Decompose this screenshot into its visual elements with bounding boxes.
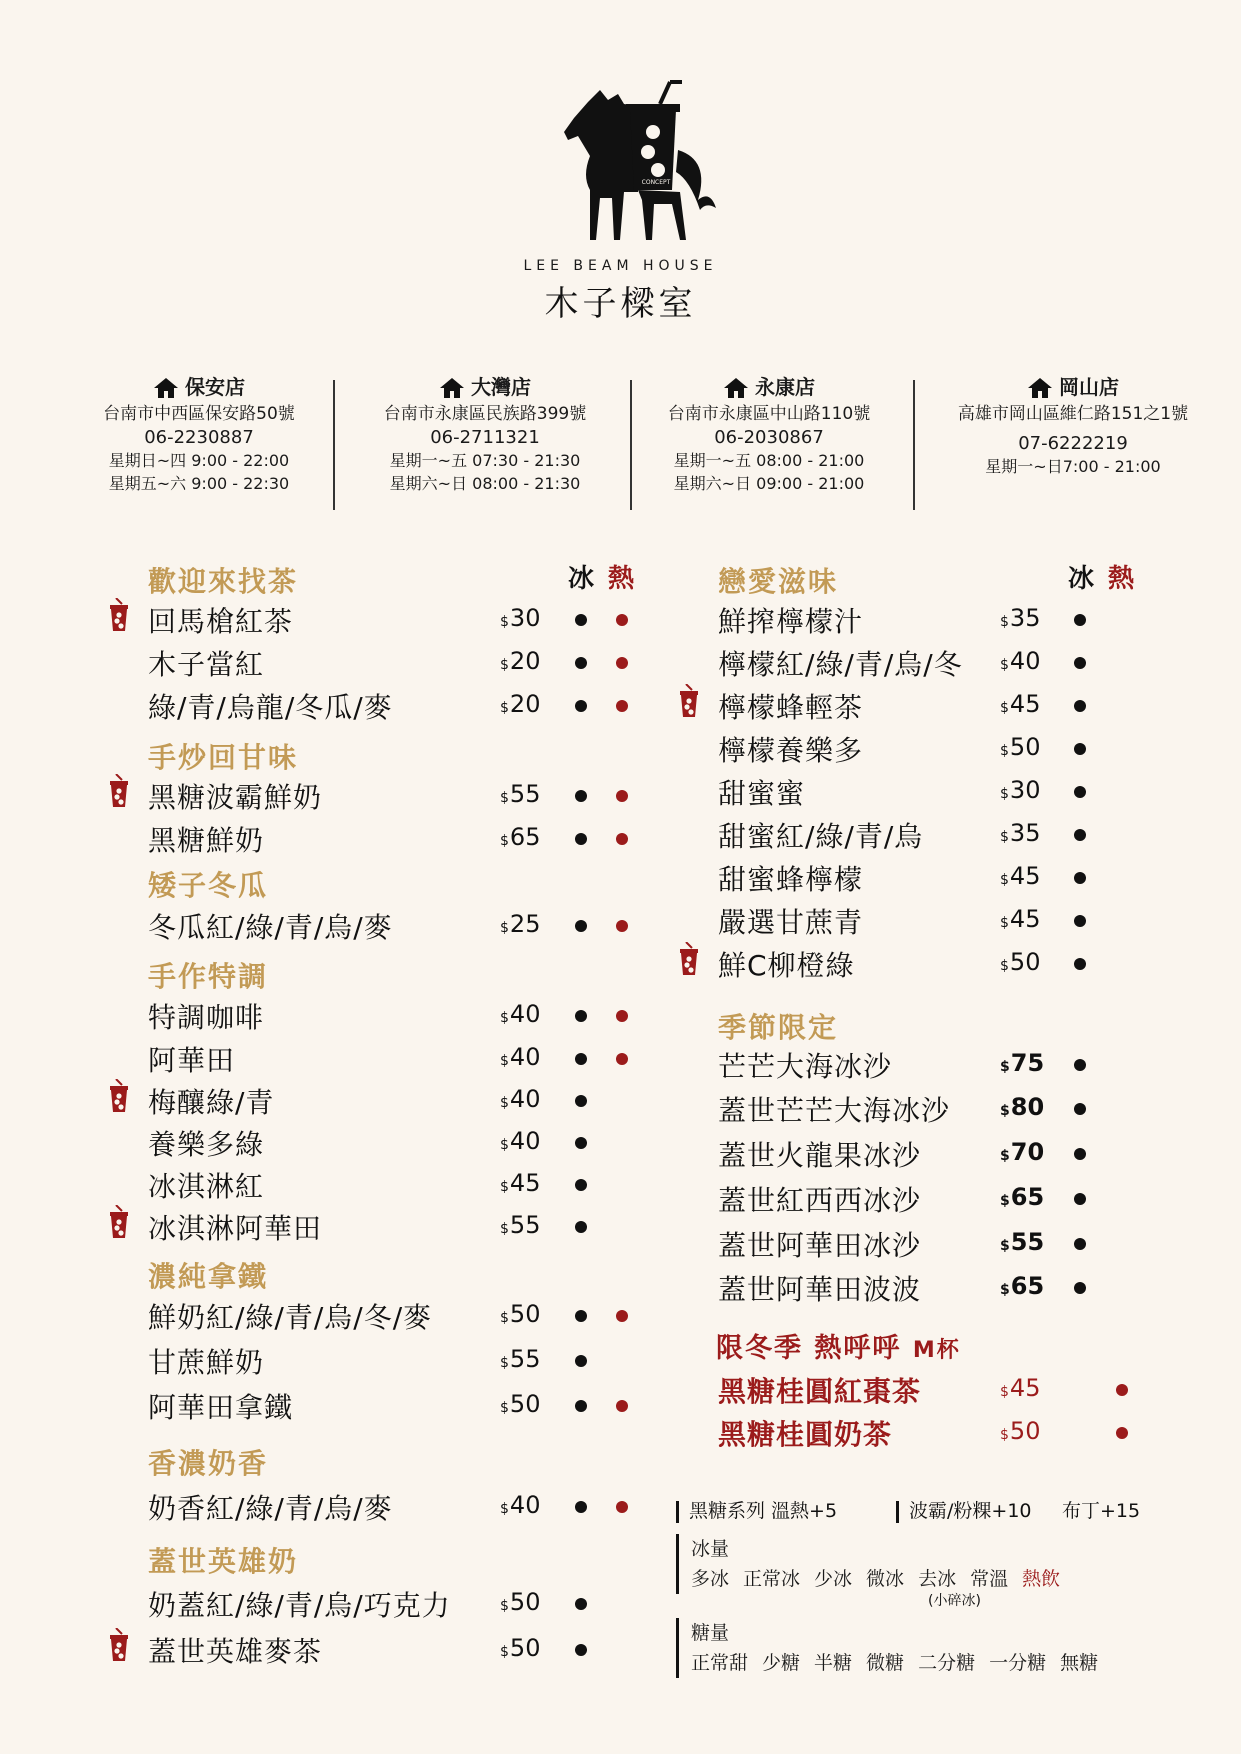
ice-available-dot [1074,1103,1086,1115]
menu-item-name: 阿華田拿鐵 [148,1391,294,1424]
price-value: 40 [509,1000,541,1028]
hot-available-dot [1116,1384,1128,1396]
currency-symbol: $ [1000,1282,1010,1298]
store-baoan [66,376,332,495]
store-phone: 06-2711321 [430,427,540,448]
menu-item-price [1000,819,1040,847]
menu-item-name: 奶蓋紅/綠/青/烏/巧克力 [148,1589,451,1622]
menu-item-name: 黑糖鮮奶 [148,824,265,857]
menu-item-price [1000,1093,1044,1121]
sugar-level-options [691,1648,1112,1678]
currency-symbol: $ [1000,1059,1010,1075]
menu-item-name: 檸檬蜂輕茶 [718,691,864,724]
menu-item-name: 回馬槍紅茶 [148,605,294,638]
menu-item-price [500,1345,540,1373]
currency-symbol: $ [500,1501,509,1517]
menu-item-name: 養樂多綠 [148,1128,265,1161]
menu-item-name: 鮮搾檸檬汁 [718,605,864,638]
home-icon [153,377,179,399]
ice-available-dot [575,1501,587,1513]
menu-item-name: 阿華田 [148,1044,236,1077]
currency-symbol: $ [500,1355,509,1371]
price-value: 20 [509,647,541,675]
currency-symbol: $ [500,1179,509,1195]
menu-item-name: 黑糖桂圓紅棗茶 [718,1375,922,1408]
sugar-level-title: 糖量 [691,1622,730,1644]
currency-symbol: $ [1000,614,1009,630]
menu-item-name: 蓋世阿華田波波 [718,1273,922,1306]
ice-available-dot [575,1053,587,1065]
currency-symbol: $ [1000,657,1009,673]
store-hours: 星期一~日7:00 - 21:00 [985,457,1161,476]
sugar-option: 微糖 [866,1652,905,1674]
menu-item-name: 黑糖桂圓奶茶 [718,1418,893,1451]
ice-available-dot [575,833,587,845]
home-icon [723,377,749,399]
menu-item-price [1000,776,1040,804]
column-header-left [568,558,634,595]
ice-available-dot [575,1310,587,1322]
currency-symbol: $ [500,1310,509,1326]
price-value: 45 [1009,1374,1041,1402]
store-phone: 07-6222219 [1018,433,1128,454]
ice-option: 常溫 [970,1568,1009,1590]
hot-available-dot [616,1501,628,1513]
currency-symbol: $ [500,614,509,630]
menu-item-name: 黑糖波霸鮮奶 [148,781,323,814]
menu-item-price [500,823,540,851]
menu-item-name: 甜蜜蜂檸檬 [718,863,864,896]
currency-symbol: $ [500,1095,509,1111]
menu-item-name: 鮮C柳橙綠 [718,949,855,982]
price-value: 50 [1009,733,1041,761]
hot-available-dot [616,614,628,626]
store-hours: 星期日~四 9:00 - 22:00 [108,451,290,470]
sugar-level-box [676,1618,1112,1678]
category-heading: 蓋世英雄奶 [148,1545,299,1578]
price-value: 40 [509,1127,541,1155]
store-name: 岡山店 [1059,375,1119,399]
brand-name-chinese: 木子樑室 [544,284,697,324]
hot-available-dot [616,1010,628,1022]
recommended-cup-icon [678,942,700,976]
menu-item-name: 蓋世芒芒大海冰沙 [718,1094,951,1127]
menu-item-price [1000,1138,1044,1166]
divider [913,380,915,510]
ice-available-dot [1074,829,1086,841]
store-name: 永康店 [755,375,815,399]
ice-available-dot [575,1221,587,1233]
ice-available-dot [575,1355,587,1367]
menu-item-price [1000,604,1040,632]
ice-available-dot [1074,1193,1086,1205]
price-value: 40 [509,1491,541,1519]
price-value: 45 [1009,905,1041,933]
ice-available-dot [1074,915,1086,927]
currency-symbol: $ [1000,1103,1010,1119]
ice-available-dot [575,614,587,626]
currency-symbol: $ [1000,829,1009,845]
ice-available-dot [1074,1148,1086,1160]
menu-item-price [500,910,540,938]
ice-option: 微冰 [866,1568,905,1590]
ice-available-dot [1074,872,1086,884]
menu-item-price [1000,690,1040,718]
menu-item-price [1000,733,1040,761]
store-address: 高雄市岡山區維仁路151之1號 [957,404,1189,424]
menu-item-name: 蓋世英雄麥茶 [148,1635,323,1668]
ice-level-title: 冰量 [691,1538,730,1560]
menu-item-name: 奶香紅/綠/青/烏/麥 [148,1492,393,1525]
divider [630,380,632,510]
sugar-option: 一分糖 [989,1652,1047,1674]
price-value: 65 [1010,1272,1045,1300]
currency-symbol: $ [1000,1427,1009,1443]
currency-symbol: $ [1000,1238,1010,1254]
hot-available-dot [1116,1427,1128,1439]
hot-available-dot [616,1310,628,1322]
price-value: 50 [509,1588,541,1616]
menu-item-price [500,690,540,718]
price-value: 25 [509,910,541,938]
store-address: 台南市中西區保安路50號 [103,404,295,424]
menu-item-name: 特調咖啡 [148,1001,265,1034]
menu-item-name: 冬瓜紅/綠/青/烏/麥 [148,911,393,944]
category-heading: 濃純拿鐵 [148,1260,269,1293]
currency-symbol: $ [1000,872,1009,888]
price-value: 80 [1010,1093,1045,1121]
ice-available-dot [1074,786,1086,798]
price-value: 65 [1010,1183,1045,1211]
limited-size: M杯 [912,1338,961,1363]
winter-limited-title [716,1326,961,1365]
currency-symbol: $ [1000,1193,1010,1209]
store-dawan [352,376,618,495]
price-value: 45 [1009,690,1041,718]
currency-symbol: $ [500,833,509,849]
ice-option: 去冰 [918,1568,957,1590]
currency-symbol: $ [1000,1384,1009,1400]
currency-symbol: $ [500,1598,509,1614]
currency-symbol: $ [500,1400,509,1416]
ice-available-dot [575,1598,587,1610]
store-hours: 星期一~五 08:00 - 21:00 [673,451,865,470]
menu-item-price [500,1588,540,1616]
note-pudding [1062,1496,1140,1523]
hot-header: 熱 [1108,564,1135,594]
price-value: 55 [509,1345,541,1373]
menu-item-price [1000,862,1040,890]
price-value: 45 [509,1169,541,1197]
menu-item-price [1000,1272,1044,1300]
category-heading: 戀愛滋味 [718,565,839,598]
currency-symbol: $ [1000,1148,1010,1164]
store-name: 大灣店 [471,375,531,399]
category-heading: 歡迎來找茶 [148,565,299,598]
recommended-cup-icon [108,1205,130,1239]
ice-available-dot [575,1179,587,1191]
price-value: 55 [1010,1228,1045,1256]
ice-available-dot [1074,1238,1086,1250]
menu-item-price [1000,948,1040,976]
currency-symbol: $ [500,700,509,716]
note-text: 黑糖系列 溫熱+5 [689,1500,838,1522]
price-value: 50 [509,1634,541,1662]
store-phone: 06-2230887 [144,427,254,448]
hot-option: 熱飲 [1022,1568,1061,1590]
menu-item-price [500,1634,540,1662]
menu-item-price [500,1085,540,1113]
recommended-cup-icon [108,1628,130,1662]
price-value: 40 [509,1085,541,1113]
price-value: 70 [1010,1138,1045,1166]
store-gangshan [930,376,1216,478]
currency-symbol: $ [500,657,509,673]
menu-item-price [1000,647,1040,675]
price-value: 40 [509,1043,541,1071]
menu-item-price [500,1169,540,1197]
ice-available-dot [575,700,587,712]
menu-item-name: 甜蜜蜜 [718,777,806,810]
recommended-cup-icon [108,1079,130,1113]
price-value: 40 [1009,647,1041,675]
hot-available-dot [616,700,628,712]
price-value: 55 [509,1211,541,1239]
recommended-cup-icon [108,598,130,632]
price-value: 75 [1010,1049,1045,1077]
note-text: 布丁+15 [1062,1500,1141,1522]
price-value: 50 [1009,948,1041,976]
ice-available-dot [1074,657,1086,669]
price-value: 45 [1009,862,1041,890]
sugar-option: 少糖 [762,1652,801,1674]
ice-available-dot [575,920,587,932]
menu-item-name: 檸檬紅/綠/青/烏/冬 [718,648,963,681]
ice-available-dot [575,657,587,669]
ice-option: 少冰 [814,1568,853,1590]
menu-item-price [1000,1049,1044,1077]
sugar-option: 無糖 [1060,1652,1099,1674]
hot-available-dot [616,833,628,845]
menu-item-price [500,1043,540,1071]
ice-level-box [676,1534,1074,1594]
ice-available-dot [575,1095,587,1107]
hot-available-dot [616,1053,628,1065]
menu-item-price [1000,1183,1044,1211]
menu-item-price [500,604,540,632]
category-heading: 香濃奶香 [148,1447,269,1480]
sugar-option: 半糖 [814,1652,853,1674]
ice-level-options [691,1564,1074,1594]
menu-item-price [500,1390,540,1418]
currency-symbol: $ [500,790,509,806]
price-value: 30 [1009,776,1041,804]
recommended-cup-icon [678,684,700,718]
menu-item-name: 嚴選甘蔗青 [718,906,864,939]
price-value: 30 [509,604,541,632]
hot-available-dot [616,920,628,932]
note-brown-sugar [676,1496,837,1523]
sugar-option: 二分糖 [918,1652,976,1674]
menu-item-name: 冰淇淋紅 [148,1170,265,1203]
price-value: 20 [509,690,541,718]
menu-item-name: 鮮奶紅/綠/青/烏/冬/麥 [148,1301,433,1334]
category-heading: 季節限定 [718,1011,839,1044]
ice-available-dot [575,1137,587,1149]
hot-available-dot [616,1400,628,1412]
menu-item-name: 木子當紅 [148,648,265,681]
ice-option: 正常冰 [743,1568,801,1590]
ice-available-dot [1074,1282,1086,1294]
menu-item-name: 冰淇淋阿華田 [148,1212,323,1245]
menu-item-price [500,647,540,675]
ice-available-dot [575,1400,587,1412]
ice-available-dot [575,1010,587,1022]
currency-symbol: $ [1000,743,1009,759]
currency-symbol: $ [1000,958,1009,974]
category-heading: 手作特調 [148,960,269,993]
menu-item-price [500,1491,540,1519]
home-icon [1027,377,1053,399]
price-value: 50 [509,1390,541,1418]
store-hours: 星期一~五 07:30 - 21:30 [389,451,581,470]
lee-beam-horse-logo [560,80,720,250]
menu-item-name: 梅釀綠/青 [148,1086,275,1119]
ice-available-dot [1074,958,1086,970]
menu-item-name: 甘蔗鮮奶 [148,1346,265,1379]
column-header-right [1068,558,1134,595]
menu-item-price [500,1300,540,1328]
menu-item-price [1000,1417,1040,1445]
store-name: 保安店 [185,375,245,399]
menu-item-name: 蓋世紅西西冰沙 [718,1184,922,1217]
currency-symbol: $ [1000,700,1009,716]
menu-item-name: 蓋世阿華田冰沙 [718,1229,922,1262]
ice-available-dot [1074,614,1086,626]
currency-symbol: $ [500,1010,509,1026]
logo-concept-text: CONCEPT [641,179,671,186]
menu-item-price [500,780,540,808]
ice-option: 多冰 [691,1568,730,1590]
menu-item-price [500,1000,540,1028]
price-value: 50 [509,1300,541,1328]
ice-available-dot [575,1644,587,1656]
store-hours: 星期五~六 9:00 - 22:30 [108,474,290,493]
store-yongkang [636,376,902,495]
price-value: 65 [509,823,541,851]
store-hours: 星期六~日 08:00 - 21:30 [389,474,581,493]
menu-item-price [1000,1228,1044,1256]
menu-item-name: 甜蜜紅/綠/青/烏 [718,820,924,853]
note-toppings [896,1496,1032,1523]
divider [333,380,335,510]
ice-header: 冰 [568,564,595,594]
ice-available-dot [1074,700,1086,712]
category-heading: 手炒回甘味 [148,741,299,774]
price-value: 35 [1009,819,1041,847]
currency-symbol: $ [500,1644,509,1660]
price-value: 35 [1009,604,1041,632]
hot-available-dot [616,790,628,802]
note-text: 波霸/粉粿+10 [909,1500,1032,1522]
store-hours: 星期六~日 09:00 - 21:00 [673,474,865,493]
menu-item-name: 綠/青/烏龍/冬瓜/麥 [148,691,393,724]
currency-symbol: $ [500,1137,509,1153]
currency-symbol: $ [1000,915,1009,931]
menu-item-price [1000,905,1040,933]
ice-available-dot [1074,743,1086,755]
price-value: 55 [509,780,541,808]
price-value: 50 [1009,1417,1041,1445]
store-address: 台南市永康區民族路399號 [383,404,587,424]
store-phone: 06-2030867 [714,427,824,448]
menu-item-name: 蓋世火龍果冰沙 [718,1139,922,1172]
hot-available-dot [616,657,628,669]
currency-symbol: $ [1000,786,1009,802]
ice-available-dot [575,790,587,802]
ice-available-dot [1074,1059,1086,1071]
currency-symbol: $ [500,1053,509,1069]
currency-symbol: $ [500,1221,509,1237]
category-heading: 矮子冬瓜 [148,869,269,902]
brand-name-english: LEE BEAM HOUSE [523,258,718,274]
sugar-option: 正常甜 [691,1652,749,1674]
limited-title-text: 限冬季 熱呼呼 [716,1333,902,1364]
menu-item-name: 芒芒大海冰沙 [718,1050,893,1083]
store-address: 台南市永康區中山路110號 [667,404,871,424]
menu-item-price [500,1211,540,1239]
home-icon [439,377,465,399]
ice-option-subnote: (小碎冰) [928,1593,981,1609]
recommended-cup-icon [108,774,130,808]
ice-header: 冰 [1068,564,1095,594]
hot-header: 熱 [608,564,635,594]
currency-symbol: $ [500,920,509,936]
menu-item-price [500,1127,540,1155]
menu-item-name: 檸檬養樂多 [718,734,864,767]
menu-item-price [1000,1374,1040,1402]
